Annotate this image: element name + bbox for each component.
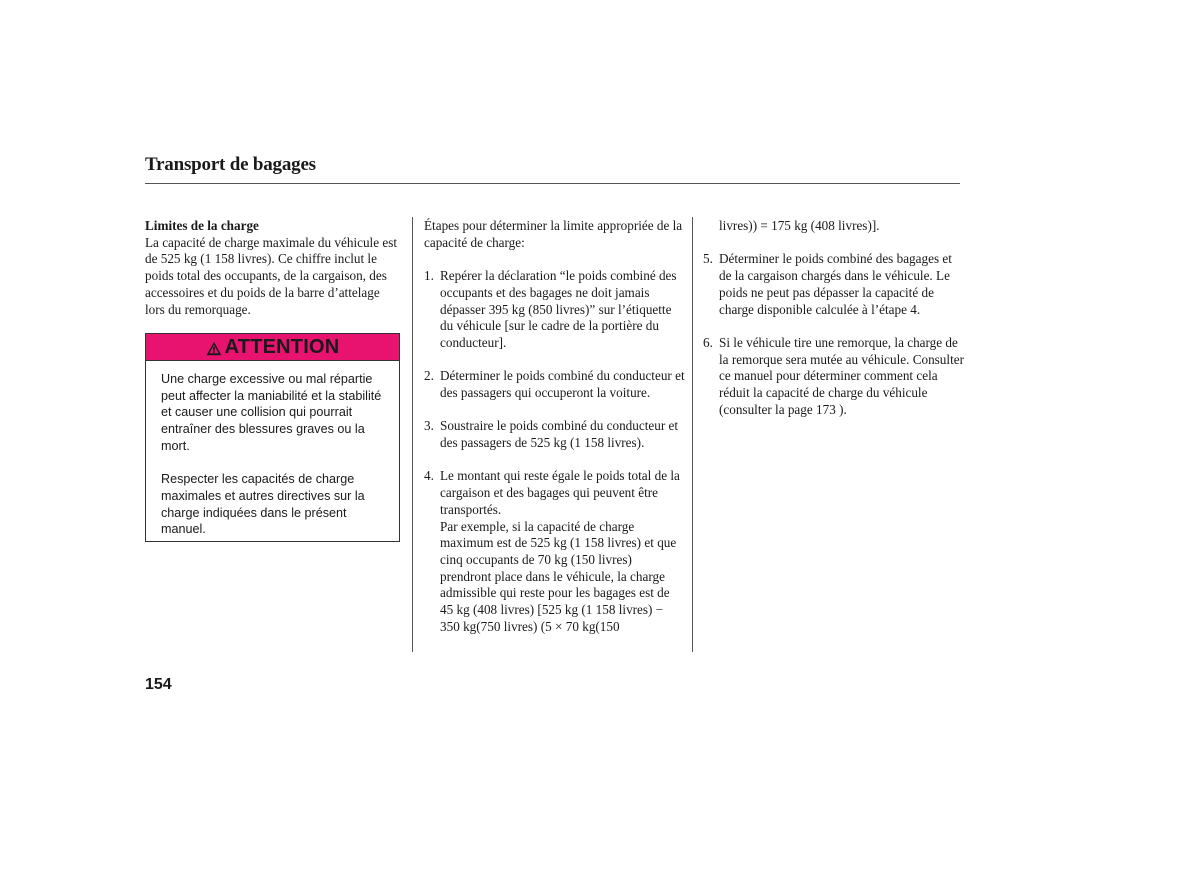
attention-body bbox=[146, 361, 399, 538]
step-text: Soustraire le poids combiné du conducteur et des passagers de 525 kg (1 158 livres). bbox=[440, 418, 679, 451]
steps-list bbox=[424, 268, 686, 635]
step-number: 2. bbox=[424, 368, 434, 384]
warning-triangle-icon bbox=[206, 339, 222, 354]
step-number: 1. bbox=[424, 268, 434, 284]
step-continuation: livres)) = 175 kg (408 livres)]. bbox=[719, 218, 880, 233]
load-limits-paragraph: La capacité de charge maximale du véhicule est de 525 kg (1 158 livres). Ce chiffre inclut le poids total des occupants, de la cargaison, des accessoires et du poids de la barre d’attelage lors du remorquage. bbox=[145, 234, 398, 317]
step-item bbox=[424, 418, 686, 451]
attention-paragraph: Une charge excessive ou mal répartie peut affecter la maniabilité et la stabilité et causer une collision qui pourrait entraîner des blessures graves ou la mort. bbox=[161, 372, 382, 453]
attention-paragraph: Respecter les capacités de charge maximales et autres directives sur la charge indiquées dans le présent manuel. bbox=[161, 472, 365, 537]
attention-warning-box bbox=[145, 333, 400, 542]
column-divider bbox=[692, 217, 693, 652]
title-divider bbox=[145, 183, 960, 184]
step-text: Le montant qui reste égale le poids total de la cargaison et des bagages qui peuvent être transportés. bbox=[440, 468, 680, 517]
step-example: Par exemple, si la capacité de charge maximum est de 525 kg (1 158 livres) et que cinq occupants de 70 kg (150 livres) prendront place dans le véhicule, la charge admissible qui reste pour les bagages est de 45 kg (408 livres) [525 kg (1 158 livres) − 350 kg(750 livres) (5 × 70 kg(150 bbox=[440, 518, 677, 634]
step-item bbox=[703, 251, 965, 318]
step-number: 6. bbox=[703, 334, 713, 350]
step-text: Déterminer le poids combiné des bagages et de la cargaison chargés dans le véhicule. Le poids ne peut pas dépasser la capacité de charge disponible calculée à l’étape 4. bbox=[719, 251, 952, 317]
page-number: 154 bbox=[145, 676, 172, 693]
attention-label: ATTENTION bbox=[224, 335, 340, 358]
step-number: 4. bbox=[424, 468, 434, 484]
column-load-limits bbox=[145, 218, 401, 318]
step-item bbox=[424, 468, 686, 635]
step-item bbox=[424, 268, 686, 352]
steps-list bbox=[703, 251, 965, 418]
step-item bbox=[424, 368, 686, 401]
section-title: Transport de bagages bbox=[145, 154, 316, 175]
steps-intro: Étapes pour déterminer la limite appropriée de la capacité de charge: bbox=[424, 218, 683, 250]
step-text: Repérer la déclaration “le poids combiné des occupants et des bagages ne doit jamais dépasser 395 kg (850 livres)” sur l’étiquette du véhicule [sur le cadre de la portière du conducteur]. bbox=[440, 268, 677, 350]
step-item bbox=[703, 335, 965, 419]
attention-header bbox=[146, 334, 399, 361]
load-limits-subhead: Limites de la charge bbox=[145, 218, 259, 233]
column-steps-5-6 bbox=[703, 218, 965, 418]
step-number: 3. bbox=[424, 418, 434, 434]
column-divider bbox=[412, 217, 413, 652]
step-number: 5. bbox=[703, 251, 713, 267]
step-text: Si le véhicule tire une remorque, la charge de la remorque sera mutée au véhicule. Consulter ce manuel pour déterminer comment cela réduit la capacité de charge du véhicule (consulter la page 173 ). bbox=[719, 334, 964, 417]
column-steps-1-4 bbox=[424, 218, 686, 636]
step-text: Déterminer le poids combiné du conducteur et des passagers qui occuperont la voiture. bbox=[440, 368, 685, 400]
